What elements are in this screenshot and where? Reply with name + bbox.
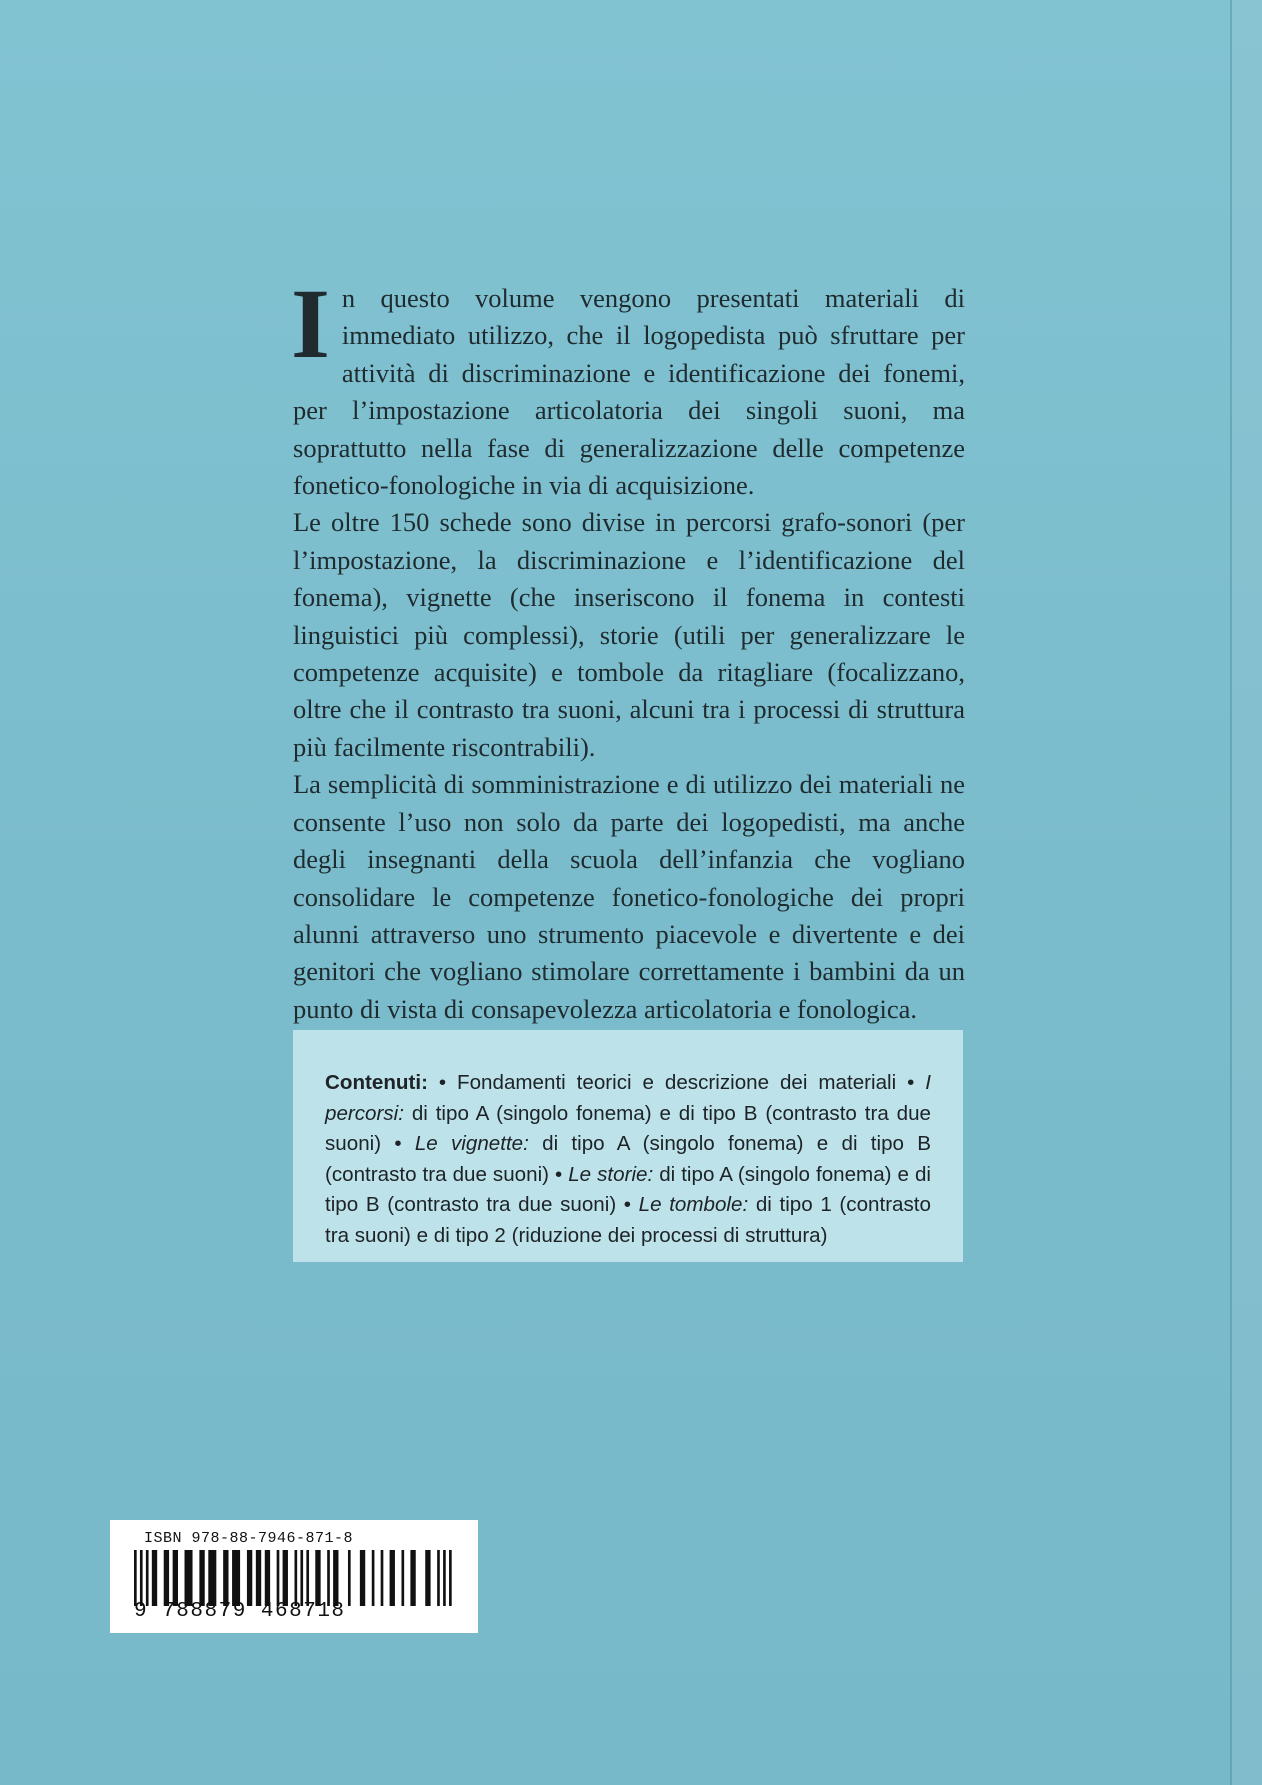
barcode-bar <box>283 1550 288 1606</box>
contents-section-4-title: Le tombole: <box>638 1193 749 1216</box>
description-paragraph-2: Le oltre 150 schede sono divise in percorsi grafo-sonori (per l’impostazione, la discriminazione e l’identificazione del fonema), vignette (che inseriscono il fonema in contesti linguistici più complessi), storie (utili per generalizzare le competenze acquisite) e tombole da ritagliare (focalizzano, oltre che il contrasto tra suoni, alcuni tra i processi di struttura più facilmente riscontrabili). <box>293 507 965 762</box>
barcode-bar <box>306 1550 309 1606</box>
barcode-bar <box>247 1550 252 1606</box>
barcode-bar <box>401 1550 404 1606</box>
barcode-bar <box>333 1550 338 1606</box>
spine-edge <box>1230 0 1232 1785</box>
barcode-bar <box>327 1550 330 1606</box>
spine-edge-highlight <box>1232 0 1262 1785</box>
contents-box <box>293 1030 963 1262</box>
barcode-bar <box>300 1550 303 1606</box>
barcode-bar <box>360 1550 365 1606</box>
barcode-bar <box>134 1550 137 1606</box>
drop-cap: I <box>291 268 330 379</box>
barcode-bar <box>173 1550 178 1606</box>
contents-item-1: • Fondamenti teorici e descrizione dei materiali • <box>427 1071 926 1094</box>
barcode-bar <box>410 1550 415 1606</box>
barcode-bar <box>223 1550 228 1606</box>
isbn-barcode-block <box>110 1520 478 1633</box>
barcode-bar <box>294 1550 297 1606</box>
description-paragraph-3: La semplicità di somministrazione e di utilizzo dei materiali ne consente l’uso non solo da parte dei logopedisti, ma anche degli insegnanti della scuola dell’infanzia che vogliano consolidare le competenze fonetico-fonologiche dei propri alunni attraverso uno strumento piacevole e divertente e dei genitori che vogliano stimolare correttamente i bambini da un punto di vista di consapevolezza articolatoria e fonologica. <box>293 769 965 1024</box>
barcode-digits: 9 788879 468718 <box>134 1600 346 1623</box>
barcode-bar <box>348 1550 351 1606</box>
contents-section-4-text: di tipo 1 (contrasto tra suoni) e di tipo 2 (riduzione dei processi di struttura) <box>325 1193 931 1247</box>
barcode-bar <box>208 1550 216 1606</box>
barcode-bar <box>390 1550 395 1606</box>
contents-section-3-text: di tipo A (singolo fonema) e di tipo B (contrasto tra due suoni) • <box>325 1162 931 1216</box>
barcode-bar <box>152 1550 157 1606</box>
barcode-bar <box>185 1550 193 1606</box>
barcode-bar <box>146 1550 149 1606</box>
barcode-bar <box>381 1550 384 1606</box>
barcode <box>134 1550 454 1606</box>
barcode-bar <box>372 1550 375 1606</box>
barcode-bar <box>256 1550 261 1606</box>
contents-section-2-title: Le vignette: <box>414 1132 529 1155</box>
barcode-bar <box>199 1550 204 1606</box>
barcode-bar <box>449 1550 452 1606</box>
description-text <box>291 268 965 1028</box>
contents-label: Contenuti: <box>325 1071 428 1094</box>
barcode-bar <box>425 1550 430 1606</box>
barcode-bar <box>232 1550 240 1606</box>
barcode-bar <box>437 1550 440 1606</box>
description-paragraph-1 <box>291 268 965 504</box>
barcode-bar <box>443 1550 446 1606</box>
isbn-label: ISBN 978-88-7946-871-8 <box>144 1530 354 1547</box>
barcode-bar <box>164 1550 169 1606</box>
contents-section-1-title: I percorsi: <box>325 1071 931 1125</box>
contents-section-3-title: Le storie: <box>568 1162 654 1186</box>
contents-section-1-text: di tipo A (singolo fonema) e di tipo B (contrasto tra due suoni) • <box>325 1101 931 1155</box>
barcode-bar <box>315 1550 320 1606</box>
barcode-bar <box>140 1550 143 1606</box>
contents-section-2-text: di tipo A (singolo fonema) e di tipo B (contrasto tra due suoni) • <box>325 1132 931 1186</box>
description-paragraph-1-text: n questo volume vengono presentati materiali di immediato utilizzo, che il logopedista può sfruttare per attività di discriminazione e identificazione dei fonemi, per l’impostazione articolatoria dei singoli suoni, ma soprattutto nella fase di generalizzazione delle competenze fonetico-fonologiche in via di acquisizione. <box>293 283 965 501</box>
barcode-bar <box>265 1550 270 1606</box>
barcode-bar <box>277 1550 280 1606</box>
